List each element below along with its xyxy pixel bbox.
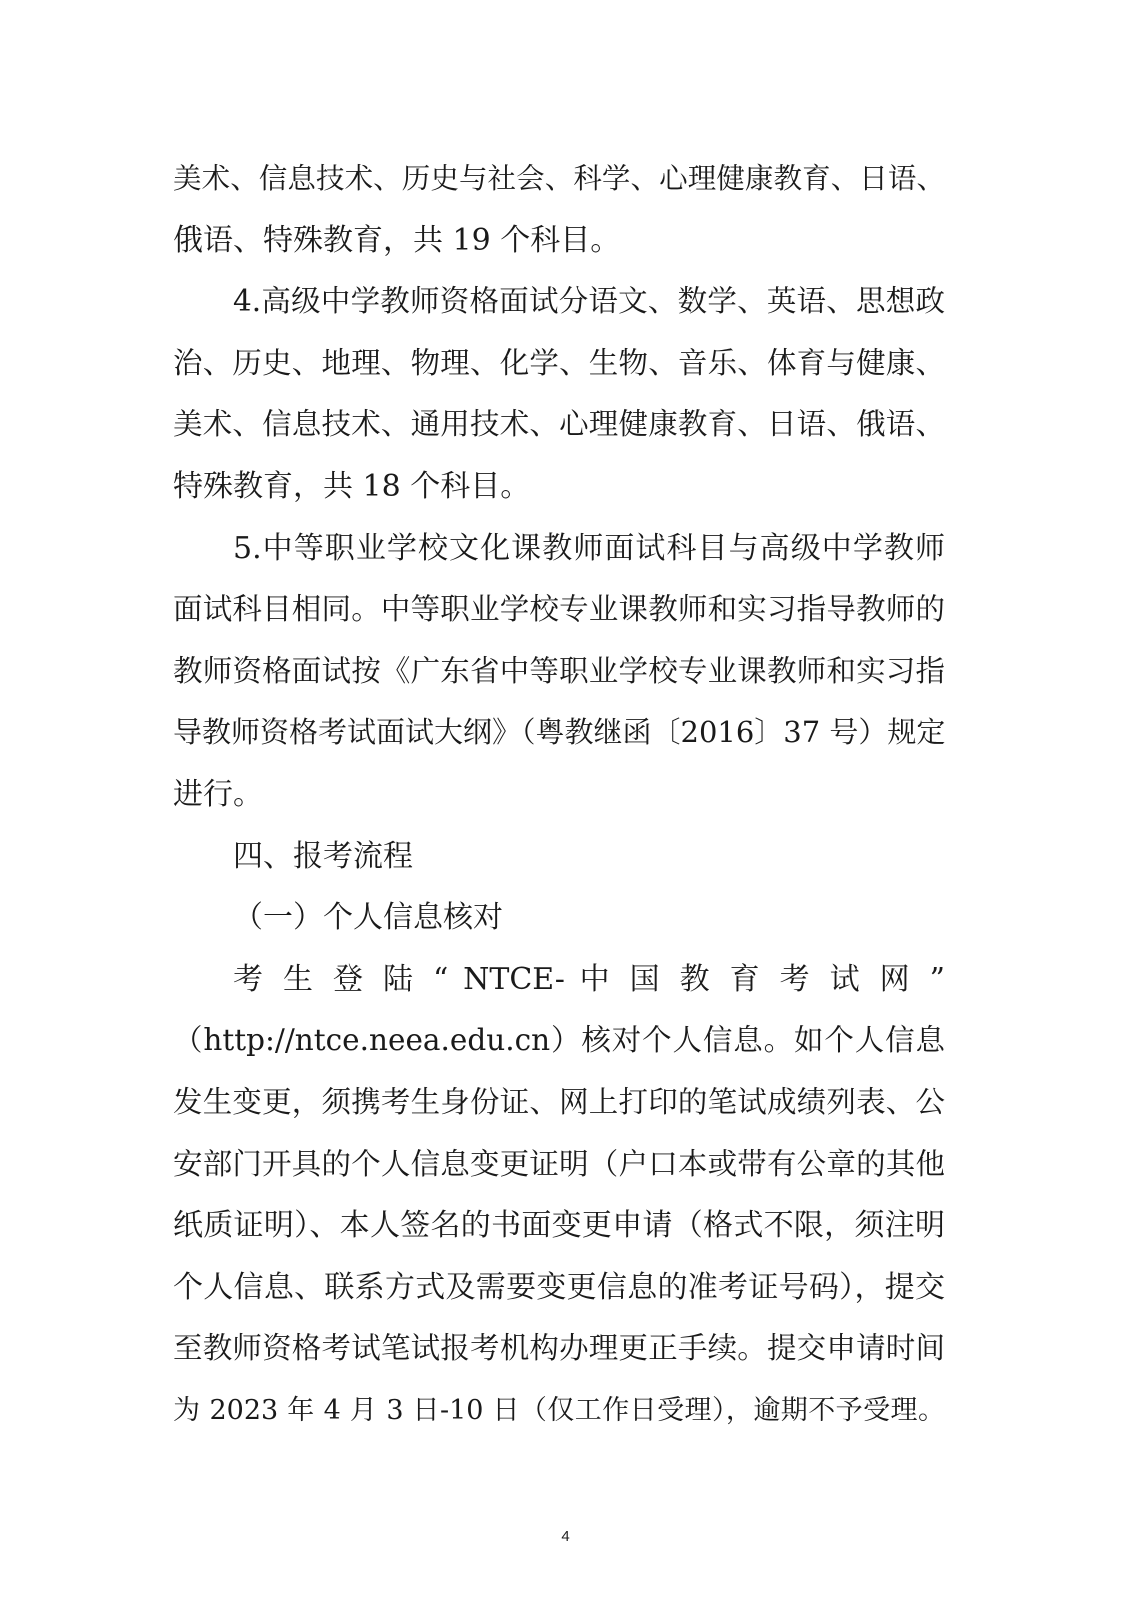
text-line: 至教师资格考试笔试报考机构办理更正手续。提交申请时间 [173,1331,945,1366]
text-line: 安部门开具的个人信息变更证明（户口本或带有公章的其他 [173,1146,945,1181]
page-number: 4 [561,1528,570,1545]
text-line: 个人信息、联系方式及需要变更信息的准考证号码），提交 [173,1269,945,1305]
text-line: 面试科目相同。中等职业学校专业课教师和实习指导教师的 [173,592,945,627]
text-line: 纸质证明）、本人签名的书面变更申请（格式不限，须注明 [173,1208,945,1244]
document-body [173,148,945,1441]
text-line: 考 生 登 陆 “ NTCE- 中 国 教 育 考 试 网 ” [233,961,945,997]
text-line: （一）个人信息核对 [233,900,503,936]
text-line: 俄语、特殊教育，共 19 个科目。 [173,222,621,258]
text-line: 发生变更，须携考生身份证、网上打印的笔试成绩列表、公 [173,1084,945,1119]
text-line: 进行。 [173,776,263,812]
text-line: 导教师资格考试面试大纲》（粤教继函〔2016〕37 号）规定 [173,715,946,750]
text-line: 教师资格面试按《广东省中等职业学校专业课教师和实习指 [173,653,945,688]
text-line: 治、历史、地理、物理、化学、生物、音乐、体育与健康、 [173,345,945,380]
text-line: 四、报考流程 [233,838,413,874]
text-line: 美术、信息技术、通用技术、心理健康教育、日语、俄语、 [173,407,945,442]
text-line: 特殊教育，共 18 个科目。 [173,468,531,504]
text-line: 4.高级中学教师资格面试分语文、数学、英语、思想政 [233,284,945,319]
text-line: 5.中等职业学校文化课教师面试科目与高级中学教师 [233,530,945,566]
text-line: 为 2023 年 4 月 3 日-10 日（仅工作日受理），逾期不予受理。 [173,1394,945,1426]
text-line: （http://ntce.neea.edu.cn）核对个人信息。如个人信息 [173,1023,945,1058]
text-line: 美术、信息技术、历史与社会、科学、心理健康教育、日语、 [173,162,945,195]
